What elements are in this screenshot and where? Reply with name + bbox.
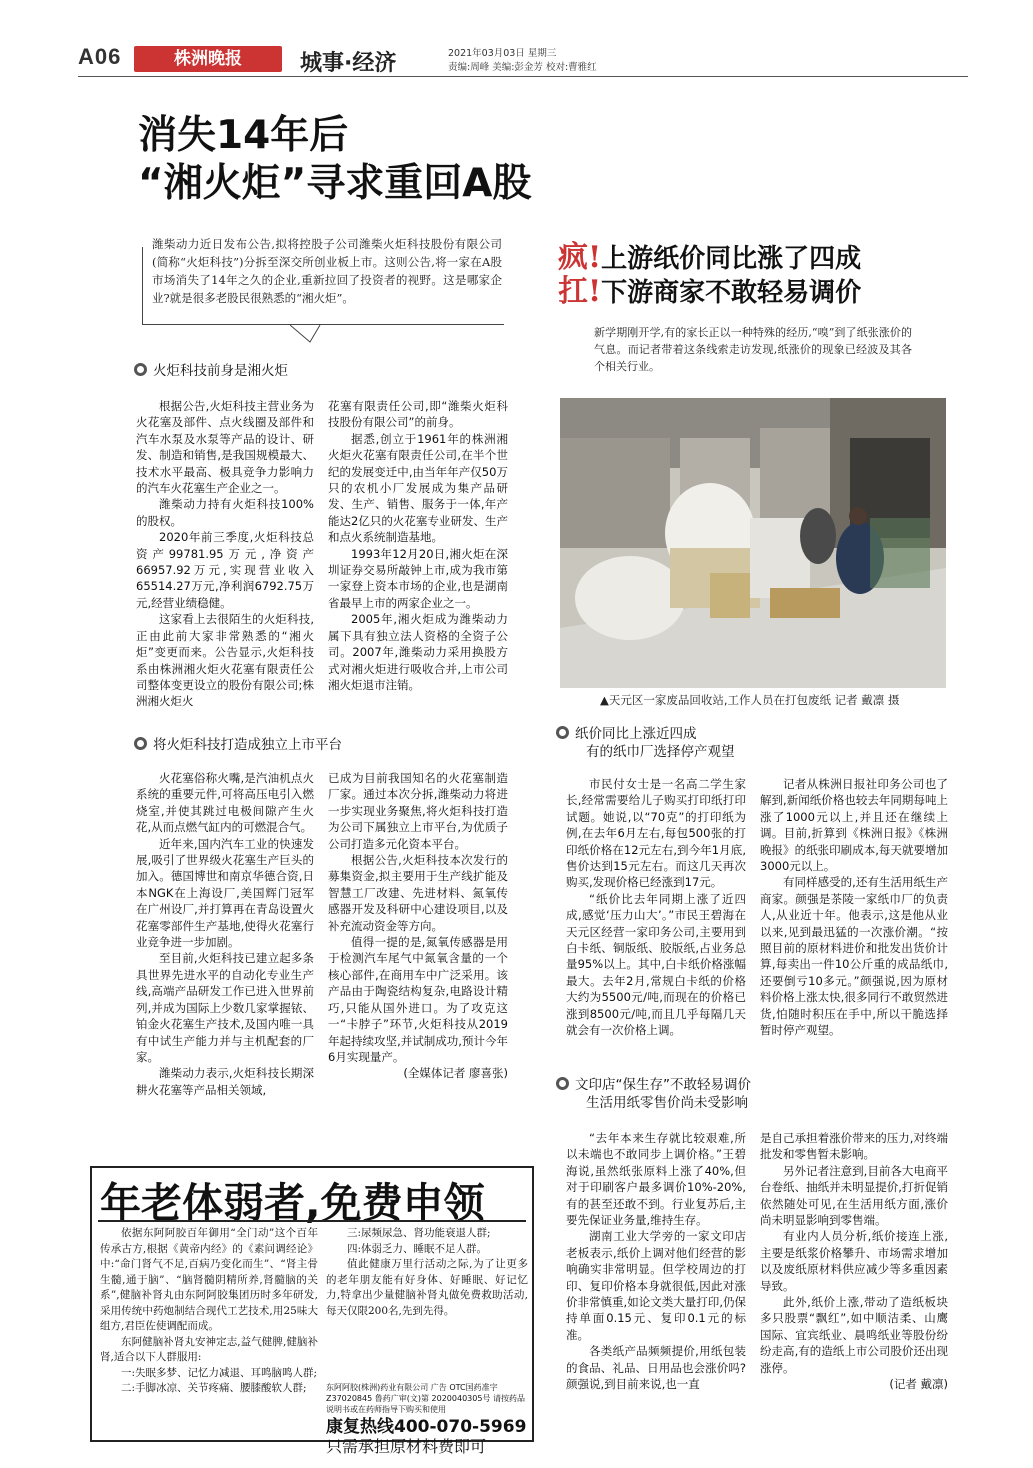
editor-credits: 责编:周峰 美编:彭金芳 校对:曹雅红 [448, 62, 597, 73]
section-heading-3: 纸价同比上涨近四成 [556, 725, 697, 744]
section-heading-1: 火炬科技前身是湘火炬 [134, 362, 288, 381]
article1-signature: (全媒体记者 廖喜张) [403, 1066, 508, 1081]
article2-col4: 是自己承担着涨价带来的压力,对终端批发和零售暂未影响。 另外记者注意到,目前各大电商平台卷纸、抽纸并未明显提价,打折促销依然随处可见,在生活用纸方面,涨价尚未明显影响到零售端。 有业内人员分析,纸价接连上涨,主要是纸浆价格攀升、市场需求增加以及废纸原材料供应减少等多重因素导致。 此外,纸价上涨,带动了造纸板块多只股票“飘红”,如中顺洁柔、山鹰国际、宜宾纸业、晨鸣纸业等股份纷纷走高,有的造纸上市公司股价还出现涨停。 (记者 戴凛) [760, 1131, 948, 1392]
headline-line2: “湘火炬”寻求重回A股 [138, 161, 532, 206]
ad-headline: 年老体弱者,免费申领 [100, 1179, 485, 1227]
right-lead: 新学期刚开学,有的家长正以一种特殊的经历,“嗅”到了纸张涨价的气息。而记者带着这条线索走访发现,纸涨价的现象已经波及其各个相关行业。 [594, 326, 912, 373]
page-number: A06 [78, 44, 122, 69]
ad-fine-print: 东阿阿胶(株洲)药业有限公司 广告 OTC国药准字Z37020845 鲁药广审(文)第 2020040305号 请按药品说明书或在药师指导下购买和使用 [326, 1383, 525, 1414]
article2-signature: (记者 戴凛) [889, 1377, 948, 1392]
ad-rule [98, 1220, 526, 1222]
ad-footer: 只需承担原材料费即可 [326, 1437, 487, 1456]
news-photo [560, 398, 946, 688]
article2-col2: 记者从株洲日报社印务公司也了解到,新闻纸价格也较去年同期每吨上涨了1000元以上,并且还在继续上调。目前,折算到《株洲日报》《株洲晚报》的纸张印刷成本,每天就要增加3000元以上。 有同样感受的,还有生活用纸生产商家。颜强是茶陵一家纸巾厂的负责人,从业近十年。他表示,这是他从业以来,见到最迅猛的一次涨价潮。“按照目前的原材料进价和批发出货价计算,每卖出一件10公斤重的成品纸巾,还要倒亏10多元。”颜强说,因为原材料价格上涨太快,很多同行不敢贸然进货,怕随时积压在手中,所以干脆选择暂时停产观望。 [760, 777, 948, 1038]
article1-col1: 根据公告,火炬科技主营业务为火花塞及部件、点火线圈及部件和汽车水泵及水泵等产品的设计、研发、制造和销售,是我国规模最大、技术水平最高、极具竞争力影响力的汽车火花塞生产企业之一。 潍柴动力持有火炬科技100%的股权。 2020年前三季度,火炬科技总资产99781.95万元,净资产66957.92万元,实现营业收入65514.27万元,净利润6792.75万元,经营业绩稳健。 这家看上去很陌生的火炬科技,正由此前大家非常熟悉的“湘火炬”变更而来。公告显示,火炬科技系由株洲湘火炬火花塞有限责任公司整体变更设立的股份有限公司;株洲湘火炬火 [136, 399, 314, 709]
section-heading-4-line2: 生活用纸零售价尚未受影响 [586, 1095, 748, 1111]
bullet-icon [556, 726, 569, 739]
section-heading-4: 文印店“保生存”不敢轻易调价 [556, 1076, 751, 1095]
page-header [78, 44, 968, 76]
bullet-icon [134, 363, 147, 376]
bullet-icon [134, 737, 147, 750]
photo-caption: ▲天元区一家废品回收站,工作人员在打包废纸 记者 戴凛 摄 [600, 693, 900, 707]
advertisement [90, 1166, 534, 1456]
ad-hotline: 康复热线400-070-5969 [326, 1417, 527, 1437]
article1-col3: 火花塞俗称火嘴,是汽油机点火系统的重要元件,可将高压电引入燃烧室,并使其跳过电极间隙产生火花,从而点燃气缸内的可燃混合气。 近年来,国内汽车工业的快速发展,吸引了世界级火花塞生产巨头的加入。德国博世和南京华德合资,日本NGK在上海设厂,美国辉门冠军在广州设厂,并打算再在青岛设置火花塞零部件生产基地,使得火花塞行业竞争进一步加剧。 至目前,火炬科技已建立起多条具世界先进水平的自动化专业生产线,高端产品研发工作已进入世界前列,并成为国际上少数几家掌握铱、铂金火花塞生产技术,及国内唯一具有中试生产能力并与主机配套的厂家。 潍柴动力表示,火炬科技长期深耕火花塞等产品相关领域, [136, 771, 314, 1097]
headline-line1: 消失14年后 [138, 113, 349, 158]
bullet-icon [556, 1077, 569, 1090]
issue-date: 2021年03月03日 星期三 [448, 48, 557, 59]
section-heading-3-line2: 有的纸巾厂选择停产观望 [586, 744, 735, 760]
sub-headline-line2: 扛!下游商家不敢轻易调价 [558, 274, 862, 309]
recycling-station-image [560, 398, 946, 688]
article1-col4: 已成为目前我国知名的火花塞制造厂家。通过本次分拆,潍柴动力将进一步实现业务聚焦,将火炬科技打造为公司下属独立上市平台,为优质子公司打造多元化资本平台。 根据公告,火炬科技本次发行的募集资金,拟主要用于生产线扩能及智慧工厂改建、先进材料、氮氧传感器开发及科研中心建设项目,以及补充流动资金等方向。 值得一提的是,氮氧传感器是用于检测汽车尾气中氮氧含量的一个核心部件,在商用车中广泛采用。该产品由于陶瓷结构复杂,电路设计精巧,只能从国外进口。为了攻克这一“卡脖子”环节,火炬科技从2019年起持续攻坚,并试制成功,预计今年6月实现量产。 (全媒体记者 廖喜张) [328, 771, 508, 1081]
section-heading-2: 将火炬科技打造成独立上市平台 [134, 736, 342, 755]
ad-body-col2: 三:尿频尿急、肾功能衰退人群; 四:体弱乏力、睡眠不足人群。 值此健康万里行活动之际,为了让更多的老年朋友能有好身体、好睡眠、好记忆力,特拿出少量健脑补肾丸做免费救助活动,每天仅限200名,先到先得。 [326, 1227, 528, 1317]
newspaper-logo: 株洲晚报 [134, 46, 282, 72]
article2-col1: 市民付女士是一名高二学生家长,经常需要给儿子购买打印纸打印试题。她说,以“70克”的打印纸为例,在去年6月左右,每包500张的打印纸价格在12元左右,到今年1月底,售价达到15元左右。而这几天再次购买,发现价格已经涨到17元。 “纸价比去年同期上涨了近四成,感觉‘压力山大’。”市民王碧海在天元区经营一家印务公司,主要用到白卡纸、铜版纸、胶版纸,占业务总量95%以上。其中,白卡纸价格涨幅最大。去年2月,常规白卡纸的价格大约为5500元/吨,而现在的价格已涨到8500元/吨,而且几乎每隔几天就会有一次价格上调。 [566, 777, 746, 1038]
lead-paragraph: 潍柴动力近日发布公告,拟将控股子公司潍柴火炬科技股份有限公司(简称“火炬科技”)分拆至深交所创业板上市。这则公告,将一家在A股市场消失了14年之久的企业,重新拉回了投资者的视野。这是哪家企业?就是很多老股民很熟悉的“湘火炬”。 [152, 237, 502, 305]
lead-bubble-tail [290, 318, 330, 344]
section-name: 城事·经济 [300, 51, 397, 76]
header-rule [78, 76, 968, 77]
article1-col2: 花塞有限责任公司,即“潍柴火炬科技股份有限公司”的前身。 据悉,创立于1961年的株洲湘火炬火花塞有限责任公司,在半个世纪的发展变迁中,由当年年产仅50万只的农机小厂发展成为集产品研发、生产、销售、服务于一体,年产能达2亿只的火花塞专业研发、生产和点火系统制造基地。 1993年12月20日,湘火炬在深圳证券交易所敲钟上市,成为我市第一家登上资本市场的企业,也是湖南省最早上市的两家企业之一。 2005年,湘火炬成为潍柴动力属下具有独立法人资格的全资子公司。2007年,潍柴动力采用换股方式对湘火炬进行吸收合并,上市公司湘火炬退市注销。 [328, 399, 508, 692]
ad-body-col1: 依据东阿阿胶百年御用“全门动”这个百年传承古方,根据《黄帝内经》的《素问调经论》中:“命门肾气不足,百病乃变化而生”、“肾主骨生髓,通于脑”、“脑肾髓阴精所养,肾髓脑的关系”,健脑补肾丸由东阿阿胶集团历时多年研发,采用传统中药炮制结合现代工艺技术,用25味大组方,君臣佐使调配而成。 东阿健脑补肾丸安神定志,益气健脾,健脑补肾,适合以下人群服用: 一:失眠多梦、记忆力减退、耳鸣脑鸣人群; 二:手脚冰凉、关节疼痛、腰膝酸软人群; [100, 1227, 318, 1394]
article2-col3: “去年本来生存就比较艰难,所以未端也不敢同步上调价格。”王碧海说,虽然纸张原料上涨了40%,但对于印刷客户最多调价10%-20%,有的甚至还敢不到。行业复苏后,主要先保证业务量,维持生存。 湖南工业大学旁的一家文印店老板表示,纸价上调对他们经营的影响确实非常明显。但学校周边的打印、复印价格本身就很低,因此对涨价非常慎重,如论文类大量打印,仍保持单面0.15元、复印0.1元的标准。 各类纸产品频频提价,用纸包装的食品、礼品、日用品也会涨价吗?颜强说,到目前来说,也一直 [566, 1131, 746, 1392]
sub-headline-line1: 疯!上游纸价同比涨了四成 [558, 240, 862, 275]
